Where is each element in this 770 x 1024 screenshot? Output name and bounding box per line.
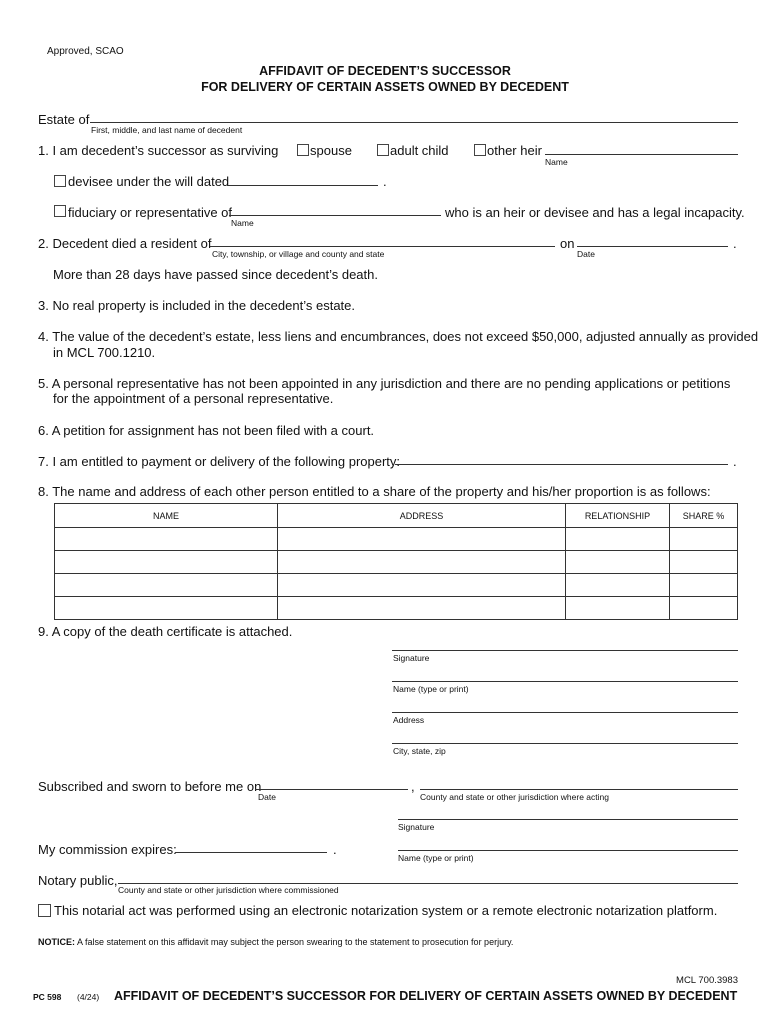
commission-label: My commission expires: bbox=[38, 842, 177, 857]
form-revision: (4/24) bbox=[77, 992, 100, 1002]
adult-child-checkbox[interactable] bbox=[377, 144, 389, 156]
spouse-checkbox[interactable] bbox=[297, 144, 309, 156]
commission-date-field[interactable] bbox=[175, 852, 327, 853]
period: . bbox=[333, 842, 337, 857]
table-row bbox=[55, 551, 738, 574]
address-cell[interactable] bbox=[278, 574, 566, 597]
share-cell[interactable] bbox=[670, 597, 738, 620]
table-row bbox=[55, 597, 738, 620]
name-label: Name (type or print) bbox=[393, 684, 469, 694]
notary-name-field[interactable] bbox=[398, 850, 738, 851]
on-label: on bbox=[560, 236, 575, 251]
notary-public-label: Notary public, bbox=[38, 873, 118, 888]
estate-label: Estate of bbox=[38, 112, 90, 127]
relationship-cell[interactable] bbox=[566, 597, 670, 620]
commissioned-sublabel: County and state or other jurisdiction where commissioned bbox=[118, 885, 339, 895]
spouse-label: spouse bbox=[310, 143, 352, 158]
form-title-line1: AFFIDAVIT OF DECEDENT’S SUCCESSOR bbox=[259, 64, 511, 78]
acting-jurisdiction-field[interactable] bbox=[420, 789, 738, 790]
death-date-field[interactable] bbox=[577, 246, 728, 247]
col-address: ADDRESS bbox=[278, 504, 566, 528]
relationship-cell[interactable] bbox=[566, 528, 670, 551]
item7-text: 7. I am entitled to payment or delivery of the following property: bbox=[38, 454, 401, 469]
address-cell[interactable] bbox=[278, 551, 566, 574]
electronic-notarization-label: This notarial act was performed using an electronic notarization system or a remote electronic notarization platform. bbox=[54, 903, 718, 918]
address-cell[interactable] bbox=[278, 597, 566, 620]
name-cell[interactable] bbox=[55, 528, 278, 551]
col-share: SHARE % bbox=[670, 504, 738, 528]
fiduciary-name-field[interactable] bbox=[229, 215, 441, 216]
signature-label: Signature bbox=[398, 822, 435, 832]
notice-label: NOTICE: bbox=[38, 937, 75, 947]
date-sublabel: Date bbox=[577, 249, 595, 259]
address-cell[interactable] bbox=[278, 528, 566, 551]
comma: , bbox=[411, 779, 415, 794]
electronic-notarization-checkbox[interactable] bbox=[38, 904, 51, 917]
item5-line2: for the appointment of a personal representative. bbox=[53, 391, 334, 406]
sworn-date-field[interactable] bbox=[255, 789, 408, 790]
residence-sublabel: City, township, or village and county and state bbox=[212, 249, 385, 259]
adult-child-label: adult child bbox=[390, 143, 449, 158]
period: . bbox=[733, 454, 737, 469]
item6: 6. A petition for assignment has not been filed with a court. bbox=[38, 423, 375, 438]
subscribed-label: Subscribed and sworn to before me on bbox=[38, 779, 262, 794]
name-cell[interactable] bbox=[55, 597, 278, 620]
share-cell[interactable] bbox=[670, 551, 738, 574]
period: . bbox=[383, 174, 387, 189]
relationship-cell[interactable] bbox=[566, 574, 670, 597]
devisee-label: devisee under the will dated bbox=[68, 174, 230, 189]
fiduciary-tail: who is an heir or devisee and has a legal incapacity. bbox=[445, 205, 745, 220]
commissioned-jurisdiction-field[interactable] bbox=[118, 883, 738, 884]
affiant-signature-field[interactable] bbox=[392, 650, 738, 651]
relationship-cell[interactable] bbox=[566, 551, 670, 574]
approved-label: Approved, SCAO bbox=[47, 46, 124, 57]
item9: 9. A copy of the death certificate is attached. bbox=[38, 624, 293, 639]
notice bbox=[38, 937, 513, 947]
affiant-name-field[interactable] bbox=[392, 681, 738, 682]
table-header-row bbox=[55, 504, 738, 528]
date-sublabel: Date bbox=[258, 792, 276, 802]
item4-line1: 4. The value of the decedent’s estate, less liens and encumbrances, does not exceed $50,000, adjusted annually as provided bbox=[38, 329, 759, 344]
fiduciary-label: fiduciary or representative of bbox=[68, 205, 233, 220]
item8: 8. The name and address of each other person entitled to a share of the property and his/her proportion is as follows: bbox=[38, 484, 711, 499]
fiduciary-checkbox[interactable] bbox=[54, 205, 66, 217]
other-heir-checkbox[interactable] bbox=[474, 144, 486, 156]
county-sublabel: County and state or other jurisdiction where acting bbox=[420, 792, 609, 802]
mcl-reference: MCL 700.3983 bbox=[676, 975, 738, 986]
notary-signature-field[interactable] bbox=[398, 819, 738, 820]
table-row bbox=[55, 574, 738, 597]
item3: 3. No real property is included in the decedent’s estate. bbox=[38, 298, 356, 313]
col-name: NAME bbox=[55, 504, 278, 528]
affiant-address-field[interactable] bbox=[392, 712, 738, 713]
item5-line1: 5. A personal representative has not been appointed in any jurisdiction and there are no pending applications or petitions bbox=[38, 376, 731, 391]
residence-field[interactable] bbox=[210, 246, 555, 247]
form-number: PC 598 bbox=[33, 992, 62, 1002]
col-relationship: RELATIONSHIP bbox=[566, 504, 670, 528]
estate-sublabel: First, middle, and last name of decedent bbox=[91, 125, 243, 135]
other-heir-label: other heir bbox=[487, 143, 542, 158]
signature-label: Signature bbox=[393, 653, 430, 663]
item2-text: 2. Decedent died a resident of bbox=[38, 236, 212, 251]
notice-text: A false statement on this affidavit may subject the person swearing to the statement to prosecution for perjury. bbox=[75, 937, 514, 947]
will-date-field[interactable] bbox=[227, 185, 378, 186]
property-field[interactable] bbox=[395, 464, 728, 465]
form-title-line2: FOR DELIVERY OF CERTAIN ASSETS OWNED BY DECEDENT bbox=[201, 80, 569, 94]
estate-name-field[interactable] bbox=[90, 122, 738, 123]
address-label: Address bbox=[393, 715, 425, 725]
name-cell[interactable] bbox=[55, 551, 278, 574]
table-row bbox=[55, 528, 738, 551]
item2-more: More than 28 days have passed since decedent’s death. bbox=[53, 267, 378, 282]
name-label: Name (type or print) bbox=[398, 853, 474, 863]
share-cell[interactable] bbox=[670, 574, 738, 597]
period: . bbox=[733, 236, 737, 251]
name-sublabel: Name bbox=[545, 157, 568, 167]
item4-line2: in MCL 700.1210. bbox=[53, 345, 156, 360]
devisee-checkbox[interactable] bbox=[54, 175, 66, 187]
share-cell[interactable] bbox=[670, 528, 738, 551]
footer-title: AFFIDAVIT OF DECEDENT’S SUCCESSOR FOR DELIVERY OF CERTAIN ASSETS OWNED BY DECEDENT bbox=[114, 989, 738, 1003]
item1-text: 1. I am decedent’s successor as surviving bbox=[38, 143, 279, 158]
city-label: City, state, zip bbox=[393, 746, 446, 756]
name-sublabel: Name bbox=[231, 218, 254, 228]
name-cell[interactable] bbox=[55, 574, 278, 597]
other-heir-name-field[interactable] bbox=[545, 154, 738, 155]
affiant-city-field[interactable] bbox=[392, 743, 738, 744]
heirs-table bbox=[54, 503, 738, 620]
